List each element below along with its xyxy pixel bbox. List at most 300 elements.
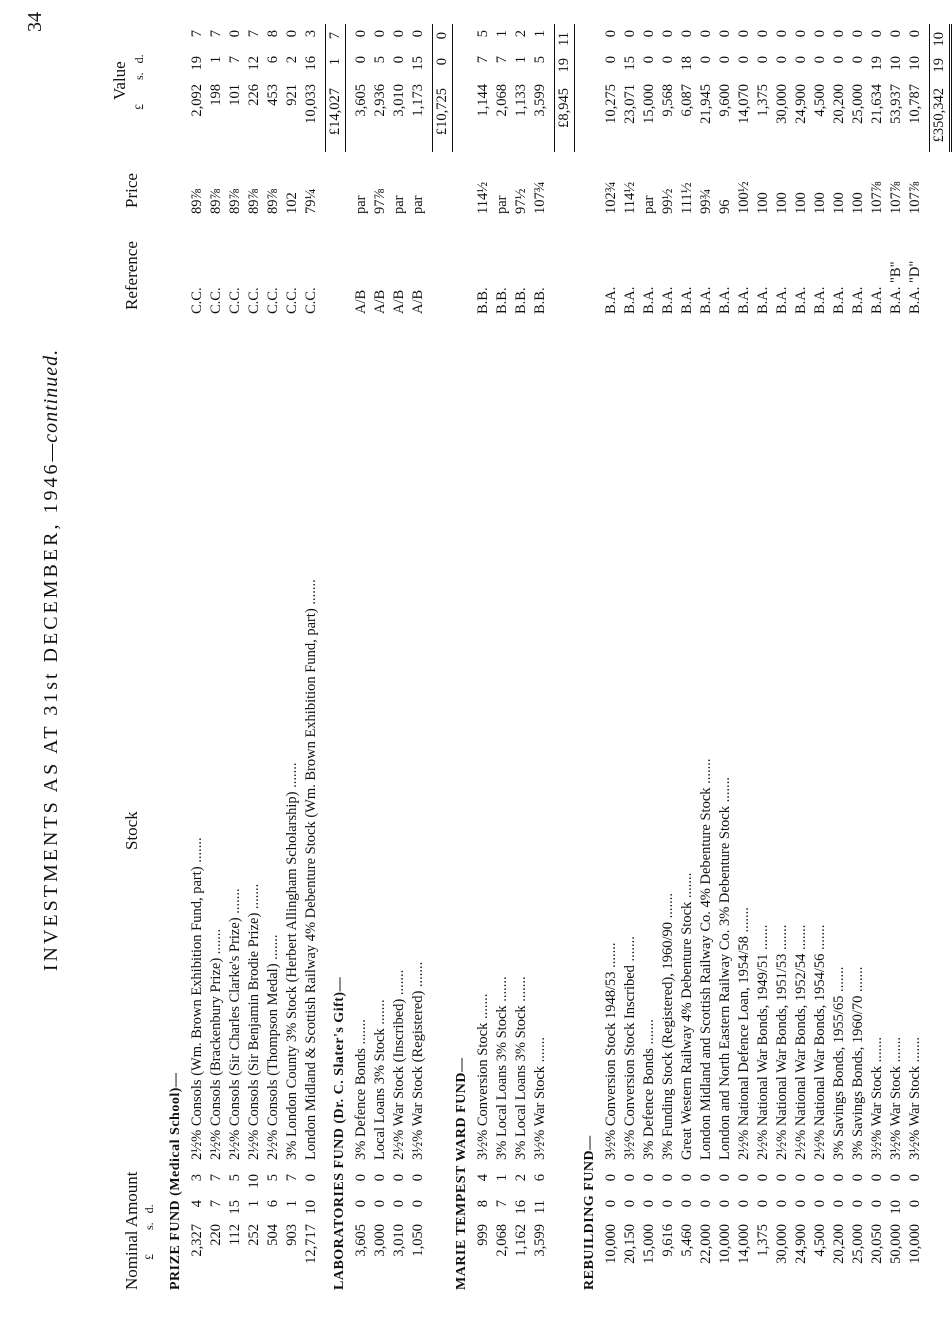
table-row [640,0,659,1320]
value-pounds: 1,375 [755,84,771,117]
stock-name: 3½% War Stock ....... [888,1036,904,1160]
nominal-pence: 0 [717,1174,733,1182]
value-pounds: 921 [284,84,300,106]
total-pounds: £8,945 [556,88,572,128]
unit-pence: d. [142,1204,156,1214]
reference: C.C. [189,287,205,314]
section-total [554,0,573,1320]
value-pounds: 9,568 [660,84,676,117]
nominal-pounds: 9,616 [660,1224,676,1257]
nominal-pence: 0 [603,1174,619,1182]
price: 89⅞ [265,188,281,214]
value-shillings: 0 [641,56,657,64]
nominal-pence: 0 [793,1174,809,1182]
value-pence: 5 [475,30,491,38]
nominal-pence: 0 [679,1174,695,1182]
stock-name: 3% Savings Bonds, 1960/70 ....... [850,966,866,1160]
nominal-pence: 1 [494,1174,510,1182]
stock-name: 3% Funding Stock (Registered), 1960/90 ....... [660,892,676,1160]
value-pounds: 2,092 [189,84,205,117]
total-pence: 11 [556,32,572,46]
table-row [697,0,716,1320]
total-figure [432,24,453,152]
value-shillings: 0 [391,56,407,64]
header-nominal-units [142,1204,157,1260]
nominal-pence: 0 [391,1174,407,1182]
nominal-pounds: 999 [475,1224,491,1246]
value-pounds: 1,133 [513,84,529,117]
nominal-shillings: 0 [353,1200,369,1208]
nominal-pounds: 25,000 [850,1224,866,1264]
nominal-pence: 0 [888,1174,904,1182]
value-pence: 0 [793,30,809,38]
table-row [493,0,512,1320]
table-row [390,0,409,1320]
price: 100 [755,192,771,214]
section-heading [166,0,185,1320]
value-pence: 0 [869,30,885,38]
nominal-pence: 0 [907,1174,923,1182]
nominal-pence: 7 [284,1174,300,1182]
title-text: INVESTMENTS AS AT 31st DECEMBER, 1946 [40,461,62,972]
section-heading-text: LABORATORIES FUND (Dr. C. Slater's Gift)— [332,976,347,1290]
price: 102¾ [603,181,619,214]
nominal-shillings: 0 [717,1200,733,1208]
table-row [264,0,283,1320]
nominal-pence: 0 [736,1174,752,1182]
price: 100 [812,192,828,214]
reference: B.A. [679,286,695,314]
value-shillings: 0 [353,56,369,64]
value-pounds: 4,500 [812,84,828,117]
stock-name: 3½% Conversion Stock ....... [475,993,491,1160]
table-row [226,0,245,1320]
nominal-shillings: 0 [755,1200,771,1208]
stock-name: 3% Defence Bonds ....... [353,1019,369,1160]
header-value: Value [110,61,129,100]
reference: B.A. "D" [907,260,923,314]
nominal-pounds: 3,010 [391,1224,407,1257]
nominal-pence: 0 [698,1174,714,1182]
value-shillings: 6 [265,56,281,64]
page-number: 34 [24,12,46,32]
nominal-shillings: 0 [907,1200,923,1208]
value-pounds: 30,000 [774,84,790,124]
title-continued: —continued. [40,348,62,462]
stock-name: 3½% Conversion Stock 1948/53 ....... [603,942,619,1160]
value-shillings: 18 [679,56,695,71]
nominal-shillings: 7 [494,1200,510,1208]
stock-name: London Midland and Scottish Railway Co. 4% Debenture Stock ....... [698,758,714,1160]
unit-pounds: £ [142,1254,156,1260]
nominal-pence: 6 [532,1174,548,1182]
value-pence: 0 [736,30,752,38]
value-pence: 0 [888,30,904,38]
reference: C.C. [303,287,319,314]
value-pounds: 53,937 [888,84,904,124]
value-pounds: 20,200 [831,84,847,124]
price: 107⅞ [907,181,923,214]
nominal-pence: 5 [265,1174,281,1182]
reference: B.A. [812,286,828,314]
table-row [849,0,868,1320]
price: 114½ [622,181,638,214]
stock-name: 2½% War Stock (Inscribed) ....... [391,969,407,1160]
value-pounds: 10,787 [907,84,923,124]
value-pounds: 101 [227,84,243,106]
value-pence: 0 [679,30,695,38]
value-pounds: 2,068 [494,84,510,117]
reference: A/B [353,289,369,314]
value-shillings: 0 [850,56,866,64]
price: 99½ [660,188,676,214]
stock-name: 2½% Consols (Brackenbury Prize) ....... [208,928,224,1160]
nominal-shillings: 0 [391,1200,407,1208]
price: 111½ [679,182,695,214]
nominal-pence: 0 [755,1174,771,1182]
total-shillings: 1 [327,58,343,66]
value-pounds: 23,071 [622,84,638,124]
value-pence: 0 [812,30,828,38]
stock-name: 3½% War Stock ....... [869,1036,885,1160]
nominal-pence: 0 [774,1174,790,1182]
reference: B.A. [717,286,733,314]
value-pence: 0 [907,30,923,38]
nominal-shillings: 0 [698,1200,714,1208]
nominal-shillings: 0 [736,1200,752,1208]
stock-name: 3½% Conversion Stock Inscribed ....... [622,936,638,1160]
total-figure [929,24,952,152]
reference: B.A. [793,286,809,314]
total-shillings: 0 [434,58,450,66]
header-value-units [132,54,147,110]
nominal-shillings: 0 [850,1200,866,1208]
price: 97½ [513,188,529,214]
stock-name: 3% Local Loans 3% Stock ....... [513,976,529,1160]
nominal-shillings: 0 [869,1200,885,1208]
nominal-pounds: 252 [246,1224,262,1246]
price: 89⅞ [246,188,262,214]
price: 79¼ [303,188,319,214]
nominal-pounds: 1,162 [513,1224,529,1257]
reference: B.A. [603,286,619,314]
nominal-pounds: 3,605 [353,1224,369,1257]
value-pence: 0 [353,30,369,38]
nominal-pounds: 112 [227,1224,243,1246]
reference: B.A. [831,286,847,314]
nominal-pence: 0 [831,1174,847,1182]
table-row [283,0,302,1320]
value-pence: 1 [532,30,548,38]
table-row [531,0,550,1320]
nominal-pounds: 504 [265,1224,281,1246]
stock-name: 3½% War Stock (Registered) ....... [410,961,426,1160]
value-pounds: 15,000 [641,84,657,124]
table-row [735,0,754,1320]
table-row [659,0,678,1320]
reference: B.B. [494,287,510,314]
price: 100½ [736,181,752,214]
price: 97⅞ [372,188,388,214]
nominal-pounds: 14,000 [736,1224,752,1264]
table-row [678,0,697,1320]
value-pounds: 453 [265,84,281,106]
nominal-pence: 0 [622,1174,638,1182]
value-shillings: 0 [755,56,771,64]
section-heading-text: MARIE TEMPEST WARD FUND— [454,1057,469,1290]
reference: B.A. [755,286,771,314]
value-pence: 0 [698,30,714,38]
price: 100 [793,192,809,214]
nominal-pence: 0 [303,1174,319,1182]
table-row [792,0,811,1320]
section-heading-text: PRIZE FUND (Medical School)— [168,1072,183,1290]
header-nominal: Nominal Amount [122,1171,141,1290]
value-shillings: 0 [660,56,676,64]
total-pounds: £10,725 [434,88,450,136]
reference: C.C. [265,287,281,314]
table-row [773,0,792,1320]
price: 100 [831,192,847,214]
price: 102 [284,192,300,214]
nominal-pounds: 10,000 [717,1224,733,1264]
stock-name: 3½% War Stock ....... [907,1036,923,1160]
reference: A/B [372,289,388,314]
nominal-shillings: 11 [532,1200,548,1214]
value-pounds: 10,033 [303,84,319,124]
nominal-pounds: 3,599 [532,1224,548,1257]
nominal-pounds: 903 [284,1224,300,1246]
unit-pence: d. [132,54,146,64]
stock-name: 3% Local Loans 3% Stock ....... [494,976,510,1160]
price: par [353,195,369,214]
value-shillings: 10 [888,56,904,71]
total-pounds: £350,342 [931,88,947,143]
stock-name: Great Western Railway 4% Debenture Stock ....... [679,872,695,1160]
stock-name: London Midland & Scottish Railway 4% Debenture Stock (Wm. Brown Exhibition Fund, part) ....... [303,579,319,1160]
nominal-pence: 0 [850,1174,866,1182]
section-total [432,0,451,1320]
section-heading-text: REBUILDING FUND— [582,1135,597,1290]
table-row [716,0,735,1320]
table-row [602,0,621,1320]
value-pence: 0 [603,30,619,38]
unit-shillings: s. [142,1222,156,1230]
nominal-pounds: 20,200 [831,1224,847,1264]
value-shillings: 7 [227,56,243,64]
value-shillings: 12 [246,56,262,71]
value-pence: 0 [410,30,426,38]
value-pence: 0 [774,30,790,38]
value-pounds: 6,087 [679,84,695,117]
nominal-shillings: 0 [641,1200,657,1208]
value-pence: 1 [494,30,510,38]
table-row [352,0,371,1320]
reference: C.C. [284,287,300,314]
price: 107¾ [532,181,548,214]
total-pence: 7 [327,32,343,40]
value-pence: 0 [831,30,847,38]
nominal-shillings: 0 [603,1200,619,1208]
table-row [245,0,264,1320]
value-pounds: 24,900 [793,84,809,124]
unit-shillings: s. [132,72,146,80]
nominal-shillings: 8 [475,1200,491,1208]
nominal-pence: 2 [513,1174,529,1182]
table-row [409,0,428,1320]
value-pence: 0 [850,30,866,38]
nominal-pence: 0 [372,1174,388,1182]
section-heading [330,0,349,1320]
value-pounds: 21,634 [869,84,885,124]
value-shillings: 0 [831,56,847,64]
value-pence: 0 [660,30,676,38]
section-heading [580,0,599,1320]
value-shillings: 0 [717,56,733,64]
value-pounds: 198 [208,84,224,106]
value-shillings: 0 [736,56,752,64]
reference: B.B. [532,287,548,314]
nominal-pounds: 15,000 [641,1224,657,1264]
value-pence: 0 [372,30,388,38]
value-shillings: 19 [189,56,205,71]
value-pounds: 3,010 [391,84,407,117]
value-shillings: 16 [303,56,319,71]
stock-name: 2½% National War Bonds, 1951/53 ....... [774,924,790,1160]
reference: B.A. [660,286,676,314]
nominal-pounds: 50,000 [888,1224,904,1264]
value-pounds: 3,605 [353,84,369,117]
value-shillings: 7 [475,56,491,64]
reference: A/B [410,289,426,314]
stock-name: 2½% National War Bonds, 1949/51 ....... [755,924,771,1160]
reference: C.C. [246,287,262,314]
total-pence: 10 [931,32,947,47]
nominal-shillings: 0 [622,1200,638,1208]
nominal-pence: 5 [227,1174,243,1182]
value-pence: 0 [717,30,733,38]
stock-name: 3% London County 3% Stock (Herbert Allingham Scholarship) ....... [284,762,300,1160]
value-pounds: 21,945 [698,84,714,124]
value-pence: 0 [227,30,243,38]
value-pence: 2 [513,30,529,38]
reference: B.A. [850,286,866,314]
nominal-shillings: 16 [513,1200,529,1215]
nominal-pence: 0 [641,1174,657,1182]
nominal-shillings: 6 [265,1200,281,1208]
stock-name: 2½% Consols (Wm. Brown Exhibition Fund, part) ....... [189,837,205,1160]
nominal-shillings: 10 [303,1200,319,1215]
stock-name: 2½% National War Bonds, 1952/54 ....... [793,924,809,1160]
nominal-pence: 7 [208,1174,224,1182]
reference: C.C. [227,287,243,314]
value-shillings: 15 [410,56,426,71]
price: par [641,195,657,214]
total-figure [554,24,575,152]
stock-name: 3% Defence Bonds ....... [641,1019,657,1160]
nominal-pounds: 1,375 [755,1224,771,1257]
nominal-pounds: 4,500 [812,1224,828,1257]
reference: B.A. "B" [888,261,904,314]
value-pounds: 9,600 [717,84,733,117]
value-shillings: 1 [513,56,529,64]
nominal-shillings: 15 [227,1200,243,1215]
nominal-pounds: 2,327 [189,1224,205,1257]
nominal-shillings: 1 [246,1200,262,1208]
total-pence: 0 [434,32,450,40]
total-shillings: 19 [931,58,947,73]
page-title [40,0,63,1320]
reference: A/B [391,289,407,314]
value-pounds: 10,275 [603,84,619,124]
table-row [474,0,493,1320]
reference: B.A. [869,286,885,314]
value-shillings: 0 [812,56,828,64]
nominal-pence: 0 [660,1174,676,1182]
stock-name: 3% Savings Bonds, 1955/65 ....... [831,966,847,1160]
nominal-pence: 10 [246,1174,262,1189]
nominal-shillings: 0 [660,1200,676,1208]
value-pounds: 1,173 [410,84,426,117]
value-pence: 0 [391,30,407,38]
reference: B.B. [513,287,529,314]
nominal-pence: 3 [189,1174,205,1182]
value-shillings: 2 [284,56,300,64]
section-total [929,0,948,1320]
table-row [754,0,773,1320]
price: 100 [850,192,866,214]
value-shillings: 7 [494,56,510,64]
price: par [494,195,510,214]
value-pence: 0 [284,30,300,38]
table-row [621,0,640,1320]
value-pence: 7 [246,30,262,38]
nominal-pence: 0 [869,1174,885,1182]
table-row [302,0,321,1320]
stock-name: 3½% War Stock ....... [532,1036,548,1160]
reference: B.A. [698,286,714,314]
nominal-pounds: 220 [208,1224,224,1246]
table-row [830,0,849,1320]
reference: B.A. [641,286,657,314]
value-shillings: 5 [532,56,548,64]
nominal-shillings: 1 [284,1200,300,1208]
value-shillings: 0 [698,56,714,64]
value-pounds: 3,599 [532,84,548,117]
section-heading [452,0,471,1320]
value-shillings: 10 [907,56,923,71]
nominal-shillings: 0 [831,1200,847,1208]
nominal-pounds: 3,000 [372,1224,388,1257]
nominal-shillings: 0 [812,1200,828,1208]
total-shillings: 19 [556,58,572,73]
stock-name: Local Loans 3% Stock ....... [372,999,388,1160]
unit-pounds: £ [132,104,146,110]
nominal-pounds: 5,460 [679,1224,695,1257]
table-row [906,0,925,1320]
value-shillings: 15 [622,56,638,71]
nominal-pounds: 24,900 [793,1224,809,1264]
nominal-pounds: 22,000 [698,1224,714,1264]
nominal-shillings: 0 [372,1200,388,1208]
stock-name: 2½% National War Bonds, 1954/56 ....... [812,924,828,1160]
price: 114½ [475,181,491,214]
table-row [207,0,226,1320]
value-shillings: 5 [372,56,388,64]
table-row [371,0,390,1320]
header-price: Price [122,173,141,208]
header-reference: Reference [122,241,141,310]
